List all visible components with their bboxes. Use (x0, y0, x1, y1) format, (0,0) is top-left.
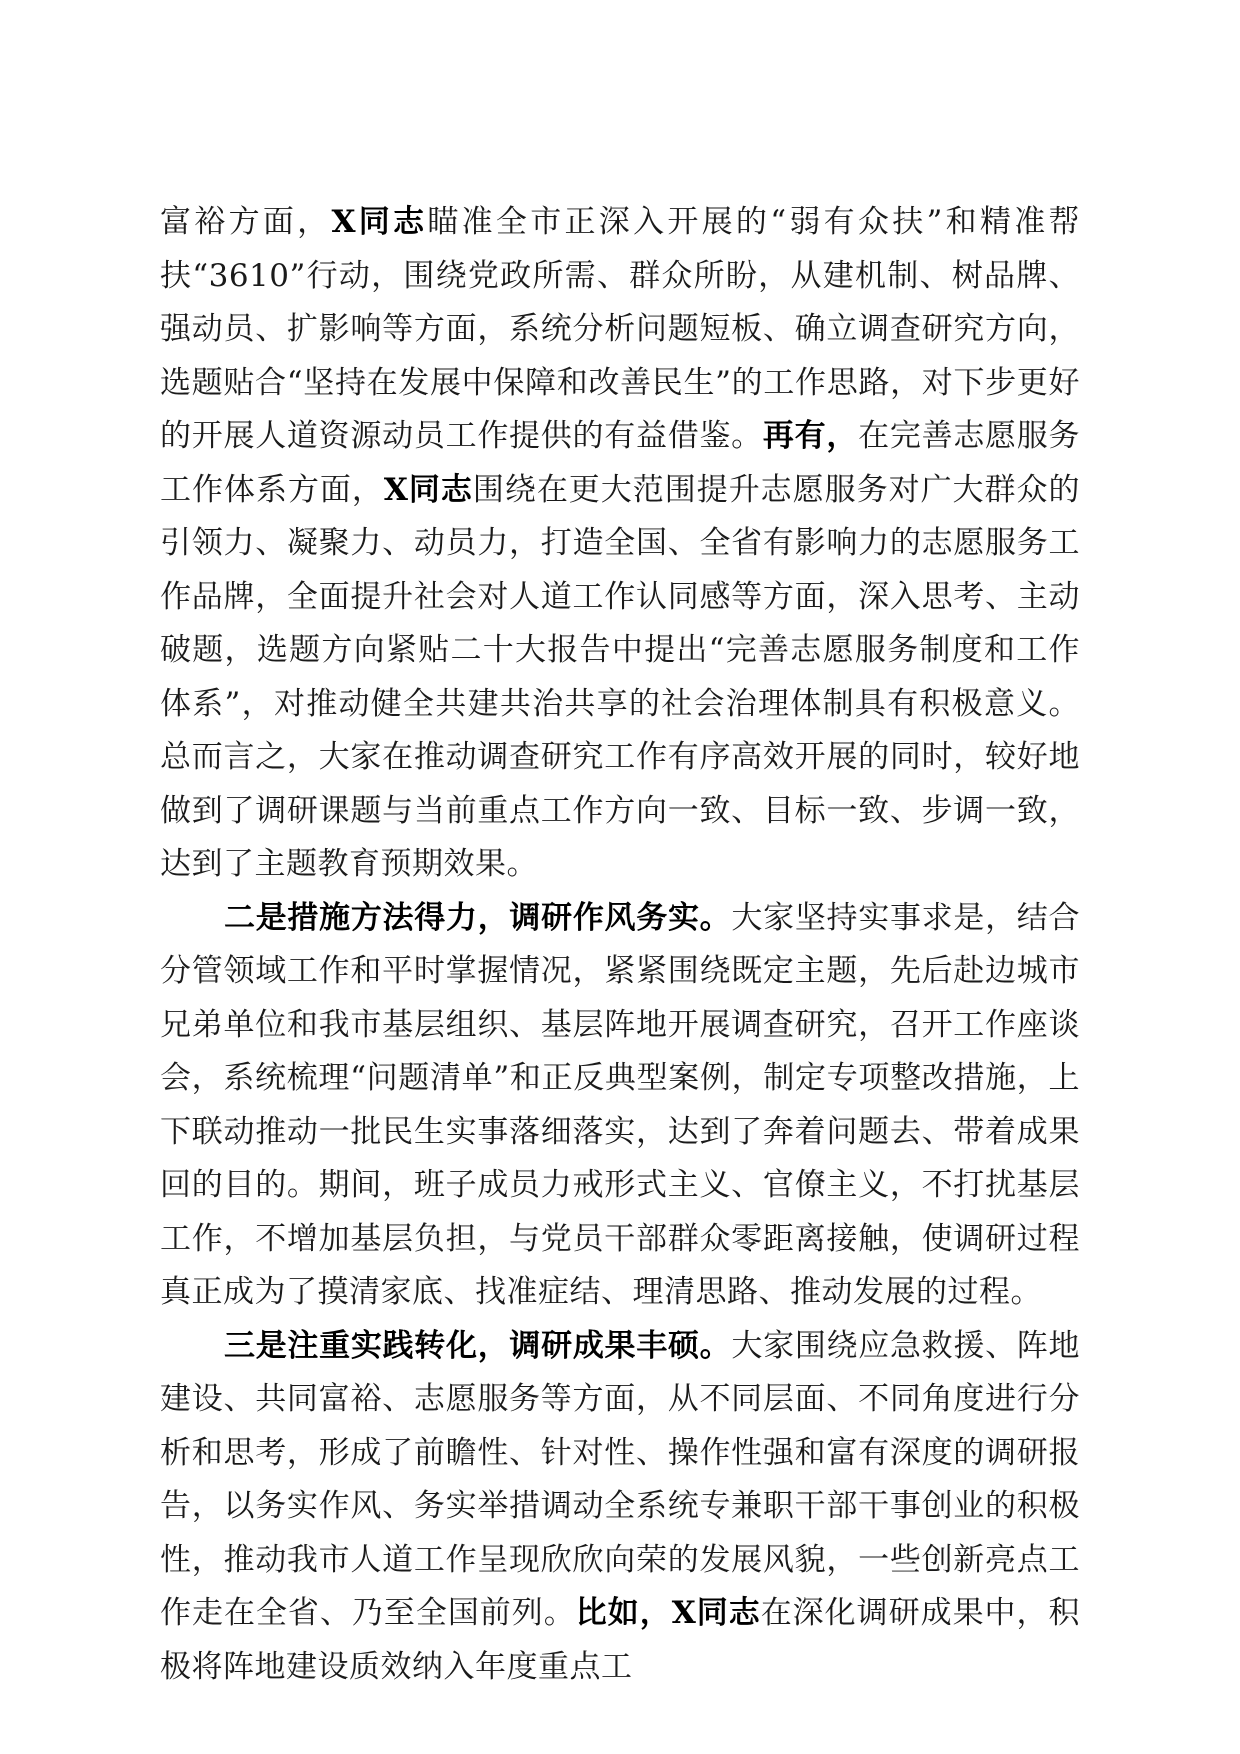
bold-segment: X同志 (331, 204, 428, 240)
text-segment: 大家围绕应急救援、阵地建设、共同富裕、志愿服务等方面，从不同层面、不同角度进行分析和思考，形成了前瞻性、针对性、操作性强和富有深度的调研报告，以务实作风、务实举措调动全系统专兼职干部干事创业的积极性，推动我市人道工作呈现欣欣向荣的发展风貌，一些创新亮点工作走在全省、乃至全国前列。 (160, 1327, 1081, 1631)
paragraph-3 (160, 1320, 1080, 1695)
paragraph-2 (160, 892, 1080, 1320)
text-segment: 大家坚持实事求是，结合分管领域工作和平时掌握情况，紧紧围绕既定主题，先后赴边城市兄弟单位和我市基层组织、基层阵地开展调查研究，召开工作座谈会，系统梳理“问题清单”和正反典型案例，制定专项整改措施，上下联动推动一批民生实事落细落实，达到了奔着问题去、带着成果回的目的。期间，班子成员力戒形式主义、官僚主义，不打扰基层工作，不增加基层负担，与党员干部群众零距离接触，使调研过程真正成为了摸清家底、找准症结、理清思路、推动发展的过程。 (160, 899, 1081, 1310)
bold-segment: 再有， (762, 418, 859, 454)
bold-segment: 二是措施方法得力，调研作风务实。 (224, 899, 732, 936)
paragraph-1 (160, 196, 1080, 892)
bold-segment: 比如，X同志 (575, 1595, 761, 1631)
body-text (160, 196, 1080, 1694)
bold-segment: X同志 (383, 471, 473, 508)
text-segment: 富裕方面， (160, 204, 332, 240)
text-segment: 在完善志愿服务工作体系方面， (160, 418, 1081, 508)
text-segment: 在深化调研成果中，积极将阵地建设质效纳入年度重点工 (160, 1595, 1081, 1685)
bold-segment: 三是注重实践转化，调研成果丰硕。 (224, 1327, 732, 1364)
text-segment: 瞄准全市正深入开展的“弱有众扶”和精准帮扶“3610”行动，围绕党政所需、群众所盼，从建机制、树品牌、强动员、扩影响等方面，系统分析问题短板、确立调查研究方向，选题贴合“坚持在发展中保障和改善民生”的工作思路，对下步更好的开展人道资源动员工作提供的有益借鉴。 (160, 204, 1080, 454)
text-segment: 围绕在更大范围提升志愿服务对广大群众的引领力、凝聚力、动员力，打造全国、全省有影响力的志愿服务工作品牌，全面提升社会对人道工作认同感等方面，深入思考、主动破题，选题方向紧贴二十大报告中提出“完善志愿服务制度和工作体系”，对推动健全共建共治共享的社会治理体制具有积极意义。总而言之，大家在推动调查研究工作有序高效开展的同时，较好地做到了调研课题与当前重点工作方向一致、目标一致、步调一致，达到了主题教育预期效果。 (160, 471, 1080, 882)
